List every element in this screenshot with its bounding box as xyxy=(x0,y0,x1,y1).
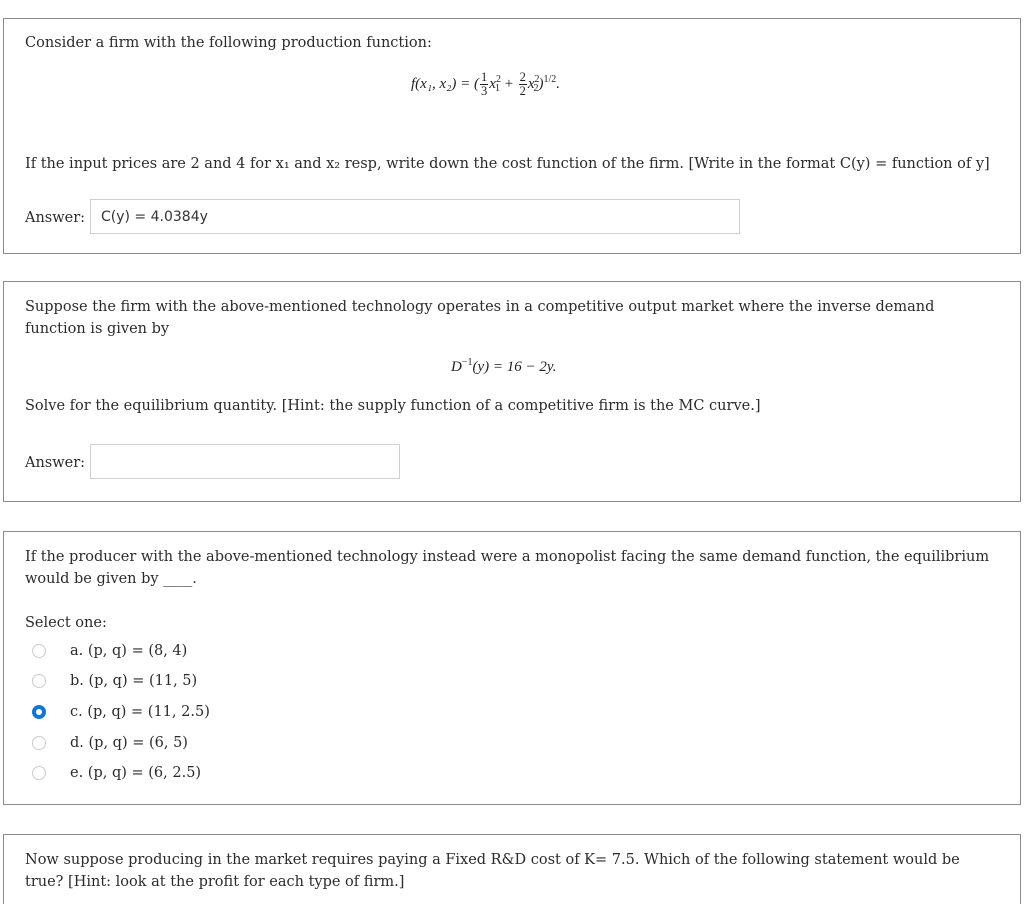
answer-input-2[interactable] xyxy=(90,444,400,479)
radio-d[interactable] xyxy=(32,736,46,750)
option-c-label: c. (p, q) = (11, 2.5) xyxy=(70,704,210,720)
question-card-1 xyxy=(3,18,1021,254)
option-a-label: a. (p, q) = (8, 4) xyxy=(70,643,188,659)
option-d[interactable] xyxy=(4,731,264,755)
answer-input-1[interactable]: C(y) = 4.0384y xyxy=(90,199,740,234)
option-d-label: d. (p, q) = (6, 5) xyxy=(70,735,188,751)
question-2-intro: Suppose the firm with the above-mentioned technology operates in a competitive output market where the inverse demand function is given by xyxy=(25,299,935,337)
radio-c-selected[interactable] xyxy=(32,705,46,719)
question-1-text: If the input prices are 2 and 4 for x₁ and x₂ resp, write down the cost function of the firm. [Write in the format C(y) = function of y] xyxy=(25,156,990,172)
question-card-4 xyxy=(3,834,1021,904)
option-c[interactable] xyxy=(4,700,264,724)
radio-a[interactable] xyxy=(32,644,46,658)
radio-b[interactable] xyxy=(32,674,46,688)
option-b[interactable] xyxy=(4,669,264,693)
question-4-text: Now suppose producing in the market requires paying a Fixed R&D cost of K= 7.5. Which of the following statement would be true? [Hint: look at the profit for each type of firm.] xyxy=(25,852,960,890)
answer-label: Answer: xyxy=(25,455,86,471)
radio-e[interactable] xyxy=(32,766,46,780)
question-3-text: If the producer with the above-mentioned technology instead were a monopolist facing the same demand function, the equilibrium would be given by ____. xyxy=(25,549,990,587)
select-one-label: Select one: xyxy=(25,615,107,631)
production-function-formula: f(x₁, x₂) = ( $\frac{1}{3}$ $x^2_1$ + $\frac{2}{2}$ $x^2_2)^{1/2}$. xyxy=(411,70,561,98)
option-a[interactable] xyxy=(4,639,264,663)
option-e-label: e. (p, q) = (6, 2.5) xyxy=(70,765,202,781)
option-e[interactable] xyxy=(4,761,264,785)
question-2-text: Solve for the equilibrium quantity. [Hint: the supply function of a competitive firm is the MC curve.] xyxy=(25,398,761,414)
option-b-label: b. (p, q) = (11, 5) xyxy=(70,673,198,689)
inverse-demand-formula: $D^{-1}(y) = 16 - 2y$. xyxy=(451,357,557,375)
question-card-2 xyxy=(3,281,1021,502)
question-1-intro: Consider a firm with the following production function: xyxy=(25,35,432,51)
answer-label: Answer: xyxy=(25,210,86,226)
question-card-3 xyxy=(3,531,1021,805)
